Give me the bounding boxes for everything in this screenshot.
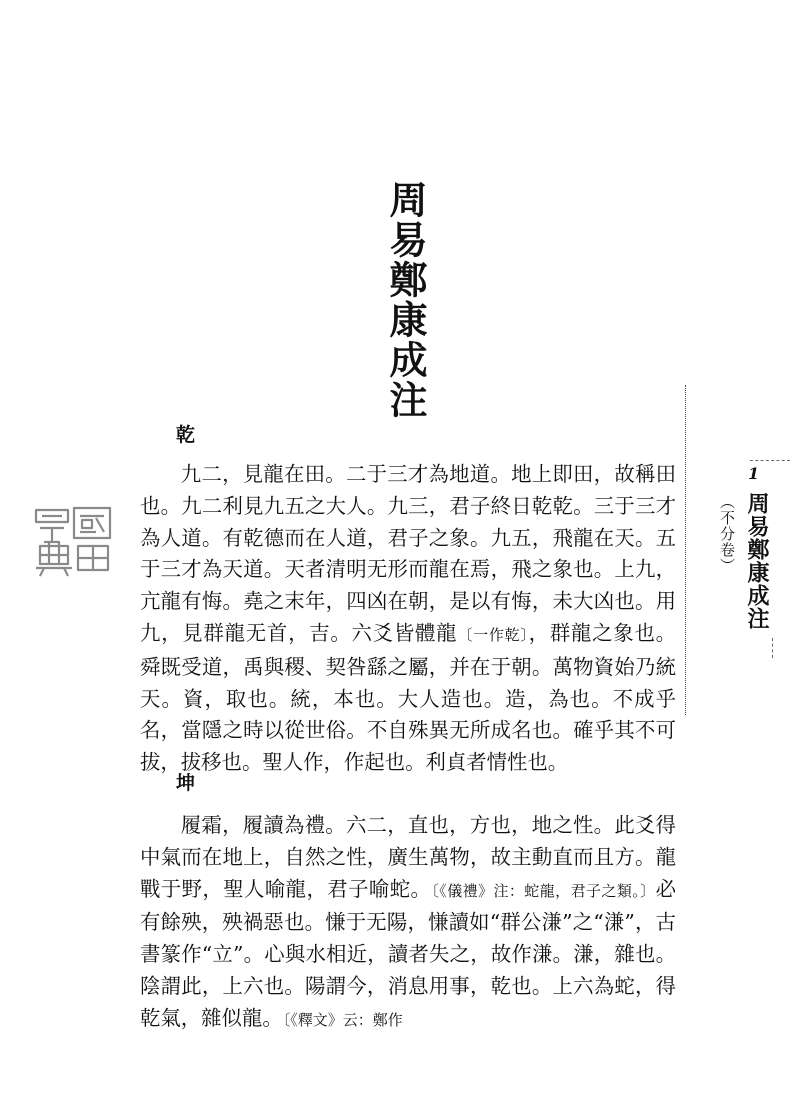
paragraph: [140, 459, 676, 779]
seal-stamp-icon: [28, 502, 118, 578]
page-title: 周易鄭康成注: [383, 180, 428, 420]
side-header-rule: [750, 460, 790, 461]
side-header-bottom-rule: [772, 638, 773, 658]
text-run: ，群龍之象也。舜既受道，禹與稷、契咎繇之屬，并在于朝。萬物資始乃統天。資，取也。統，本也。大人造也。造，為也。不成乎名，當隱之時以從世俗。不自殊異无所成名也。確乎其不可拔，拔移也。聖人作，作起也。利貞者情性也。: [140, 620, 676, 775]
text-run: 必有餘殃，殃禍惡也。慊于无陽，慊讀如“群公溓”之“溓”，古書篆作“立”。心與水相近，讀者失之，故作溓。溓，雜也。陰謂此，上六也。陽謂今，消息用事，乾也。上六為蛇，得乾氣，雜似龍。: [140, 876, 676, 1030]
page-number: 1: [748, 464, 760, 483]
margin-rule: [685, 385, 686, 715]
section-body-kun: [140, 810, 676, 1037]
paragraph: [140, 810, 676, 1037]
side-header-subtitle: （不分卷）: [718, 494, 736, 574]
section-body-qian: [140, 459, 676, 779]
annotation-note: 〔《儀禮》注：蛇龍，君子之類。〕: [431, 881, 656, 900]
text-run: 履霜，履讀為禮。六二，直也，方也，地之性。此爻得中氣而在地上，自然之性，廣生萬物，故主動直而且方。龍戰于野，聖人喻龍，君子喻蛇。: [140, 813, 676, 901]
text-run: 九二，見龍在田。二于三才為地道。地上即田，故稱田也。九二利見九五之大人。九三，君子終日乾乾。三于三才為人道。有乾德而在人道，君子之象。九五，飛龍在天。五于三才為天道。天者清明无形而龍在焉，飛之象也。上九，亢龍有悔。堯之末年，四凶在朝，是以有悔，未大凶也。用九，見群龍无首，吉。六爻皆體龍: [140, 462, 676, 645]
section-heading-kun: 坤: [176, 772, 196, 794]
side-header-title: 周易鄭康成注: [744, 492, 770, 630]
annotation-note: 〔《釋文》云：鄭作: [282, 1010, 403, 1029]
annotation-note: 〔一作乾〕: [457, 625, 529, 644]
side-header: [715, 460, 775, 670]
section-heading-qian: 乾: [176, 424, 196, 446]
